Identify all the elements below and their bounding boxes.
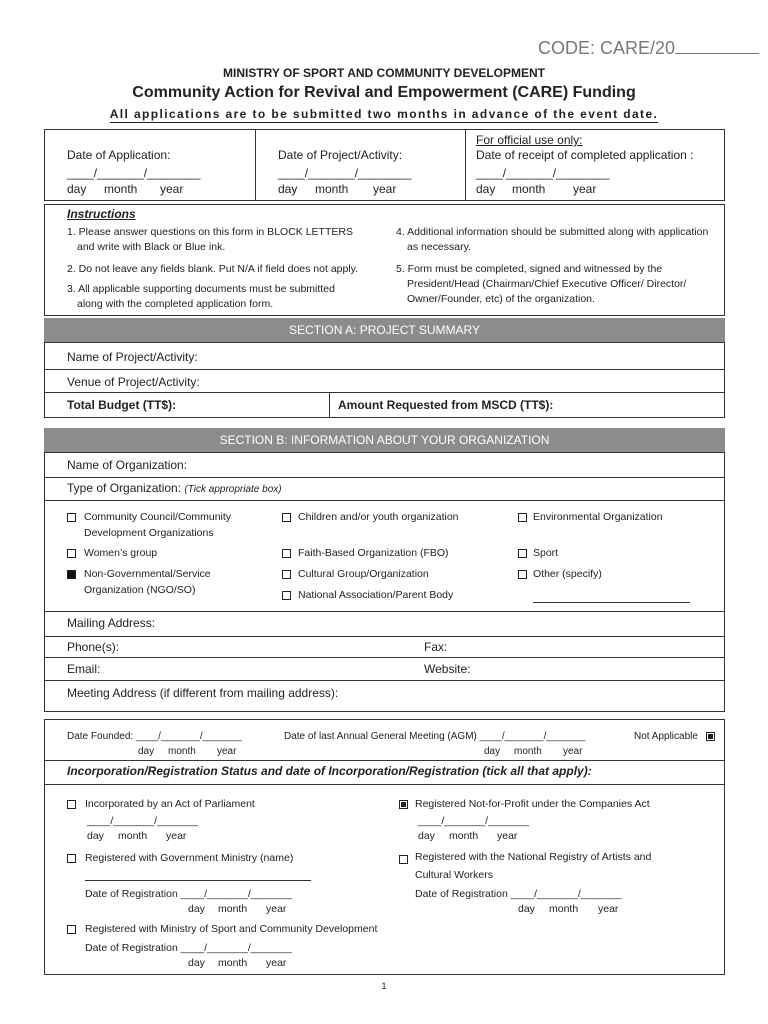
label-ngo: Non-Governmental/Service <box>84 568 211 580</box>
date-of-application-label: Date of Application: <box>67 148 171 162</box>
label-faith-based: Faith-Based Organization (FBO) <box>298 547 449 559</box>
label-other: Other (specify) <box>533 568 602 580</box>
checkbox-faith-based[interactable] <box>282 549 291 558</box>
project-venue-field[interactable]: Venue of Project/Activity: <box>67 375 200 389</box>
year-caption: year <box>573 182 597 196</box>
month-caption: month <box>104 182 138 196</box>
parliament-date-field[interactable]: ____/_______/_______ <box>87 815 198 827</box>
govt-ministry-name-line[interactable] <box>85 880 311 881</box>
date-of-receipt-label: Date of receipt of completed application : <box>476 148 694 162</box>
day-caption: day <box>278 182 298 196</box>
section-a-heading: SECTION A: PROJECT SUMMARY <box>44 318 725 342</box>
checkbox-act-of-parliament[interactable] <box>67 800 76 809</box>
checkbox-artists-registry[interactable] <box>399 855 408 864</box>
instruction-4: 4. Additional information should be submitted along with application <box>396 226 709 238</box>
checkbox-not-applicable[interactable] <box>706 732 715 741</box>
org-type-label: Type of Organization: (Tick appropriate box) <box>67 481 282 495</box>
email-field[interactable]: Email: <box>67 662 101 676</box>
year-caption: year <box>563 746 583 757</box>
ministry-name: MINISTRY OF SPORT AND COMMUNITY DEVELOPMENT <box>222 66 545 80</box>
form-subtitle: All applications are to be submitted two months in advance of the event date. <box>109 107 659 121</box>
month-caption: month <box>514 746 542 757</box>
label-womens-group: Women’s group <box>84 547 158 559</box>
form-code: CODE: CARE/20 <box>538 38 759 59</box>
day-caption: day <box>418 830 435 842</box>
label-mscd: Registered with Ministry of Sport and Community Development <box>85 923 378 935</box>
form-title: Community Action for Revival and Empowerment (CARE) Funding <box>132 84 636 101</box>
day-caption: day <box>67 182 87 196</box>
instruction-5-cont2: Owner/Founder, etc) of the organization. <box>407 293 595 305</box>
day-caption: day <box>484 746 501 757</box>
agm-date-field[interactable]: Date of last Annual General Meeting (AGM) ____/_______/_______ <box>284 731 586 742</box>
checkbox-govt-ministry[interactable] <box>67 854 76 863</box>
amount-requested-field[interactable]: Amount Requested from MSCD (TT$): <box>338 398 554 412</box>
label-children-youth: Children and/or youth organization <box>298 511 459 523</box>
registration-heading: Incorporation/Registration Status and date of Incorporation/Registration (tick all that apply): <box>67 764 592 778</box>
day-caption: day <box>476 182 496 196</box>
month-caption: month <box>118 830 148 842</box>
year-caption: year <box>166 830 187 842</box>
instruction-3: 3. All applicable supporting documents must be submitted <box>67 283 335 295</box>
phone-field[interactable]: Phone(s): <box>67 640 120 654</box>
website-field[interactable]: Website: <box>424 662 471 676</box>
year-caption: year <box>373 182 397 196</box>
date-of-project-label: Date of Project/Activity: <box>278 148 403 162</box>
day-caption: day <box>188 957 205 969</box>
artists-date-field[interactable]: Date of Registration ____/_______/_______ <box>415 888 622 900</box>
label-national-association: National Association/Parent Body <box>298 589 454 601</box>
checkbox-national-association[interactable] <box>282 591 291 600</box>
checkbox-sport[interactable] <box>518 549 527 558</box>
label-act-of-parliament: Incorporated by an Act of Parliament <box>85 798 255 810</box>
month-caption: month <box>512 182 546 196</box>
label-community-council: Community Council/Community <box>84 511 232 523</box>
year-caption: year <box>497 830 518 842</box>
year-caption: year <box>266 903 287 915</box>
checkbox-not-for-profit[interactable] <box>399 800 408 809</box>
label-environmental: Environmental Organization <box>533 511 663 523</box>
checkbox-environmental[interactable] <box>518 513 527 522</box>
date-of-project-field[interactable]: ____/_______/________ <box>278 166 412 180</box>
total-budget-field[interactable]: Total Budget (TT$): <box>67 398 177 412</box>
instruction-1: 1. Please answer questions on this form in BLOCK LETTERS <box>67 226 353 238</box>
month-caption: month <box>218 903 248 915</box>
instruction-1-cont: and write with Black or Blue ink. <box>77 241 226 253</box>
month-caption: month <box>168 746 196 757</box>
label-artists-registry: Registered with the National Registry of Artists and <box>415 851 652 863</box>
checkbox-ngo[interactable] <box>67 570 76 579</box>
month-caption: month <box>218 957 248 969</box>
day-caption: day <box>138 746 155 757</box>
month-caption: month <box>449 830 479 842</box>
instructions-heading: Instructions <box>67 207 136 221</box>
section-b-heading: SECTION B: INFORMATION ABOUT YOUR ORGANIZATION <box>44 428 725 452</box>
year-caption: year <box>217 746 237 757</box>
checkbox-mscd[interactable] <box>67 925 76 934</box>
org-name-field[interactable]: Name of Organization: <box>67 458 188 472</box>
day-caption: day <box>518 903 535 915</box>
year-caption: year <box>266 957 287 969</box>
label-community-council-cont: Development Organizations <box>84 527 214 539</box>
month-caption: month <box>315 182 349 196</box>
instruction-5: 5. Form must be completed, signed and witnessed by the <box>396 263 663 275</box>
govt-ministry-date-field[interactable]: Date of Registration ____/_______/_______ <box>85 888 292 900</box>
other-specify-line[interactable] <box>533 602 690 603</box>
year-caption: year <box>160 182 184 196</box>
date-founded-field[interactable]: Date Founded: ____/_______/_______ <box>67 731 242 742</box>
date-of-receipt-field[interactable]: ____/_______/________ <box>476 166 610 180</box>
checkbox-cultural-group[interactable] <box>282 570 291 579</box>
checkbox-other[interactable] <box>518 570 527 579</box>
day-caption: day <box>87 830 104 842</box>
checkbox-womens-group[interactable] <box>67 549 76 558</box>
label-not-for-profit: Registered Not-for-Profit under the Companies Act <box>415 798 650 810</box>
not-for-profit-date-field[interactable]: ____/_______/_______ <box>418 815 529 827</box>
checkbox-children-youth[interactable] <box>282 513 291 522</box>
registration-box <box>44 719 725 975</box>
label-cultural-group: Cultural Group/Organization <box>298 568 429 580</box>
project-name-field[interactable]: Name of Project/Activity: <box>67 350 198 364</box>
mscd-date-field[interactable]: Date of Registration ____/_______/_______ <box>85 942 292 954</box>
label-govt-ministry: Registered with Government Ministry (name) <box>85 852 294 864</box>
month-caption: month <box>549 903 579 915</box>
label-sport: Sport <box>533 547 559 559</box>
year-caption: year <box>598 903 619 915</box>
instruction-3-cont: along with the completed application form. <box>77 298 274 310</box>
fax-field[interactable]: Fax: <box>424 640 448 654</box>
label-ngo-cont: Organization (NGO/SO) <box>84 584 196 596</box>
instruction-5-cont: President/Head (Chairman/Chief Executive Officer/ Director/ <box>407 278 687 290</box>
meeting-address-field[interactable]: Meeting Address (if different from mailing address): <box>67 686 339 700</box>
official-use-heading: For official use only: <box>476 133 583 147</box>
instruction-4-cont: as necessary. <box>407 241 471 253</box>
page-number: 1 <box>381 981 387 991</box>
not-applicable-label: Not Applicable <box>634 731 698 742</box>
label-artists-registry-cont: Cultural Workers <box>415 869 493 881</box>
checkbox-community-council[interactable] <box>67 513 76 522</box>
mailing-address-field[interactable]: Mailing Address: <box>67 616 156 630</box>
day-caption: day <box>188 903 205 915</box>
instruction-2: 2. Do not leave any fields blank. Put N/A if field does not apply. <box>67 263 359 275</box>
date-of-application-field[interactable]: ____/_______/________ <box>67 166 201 180</box>
